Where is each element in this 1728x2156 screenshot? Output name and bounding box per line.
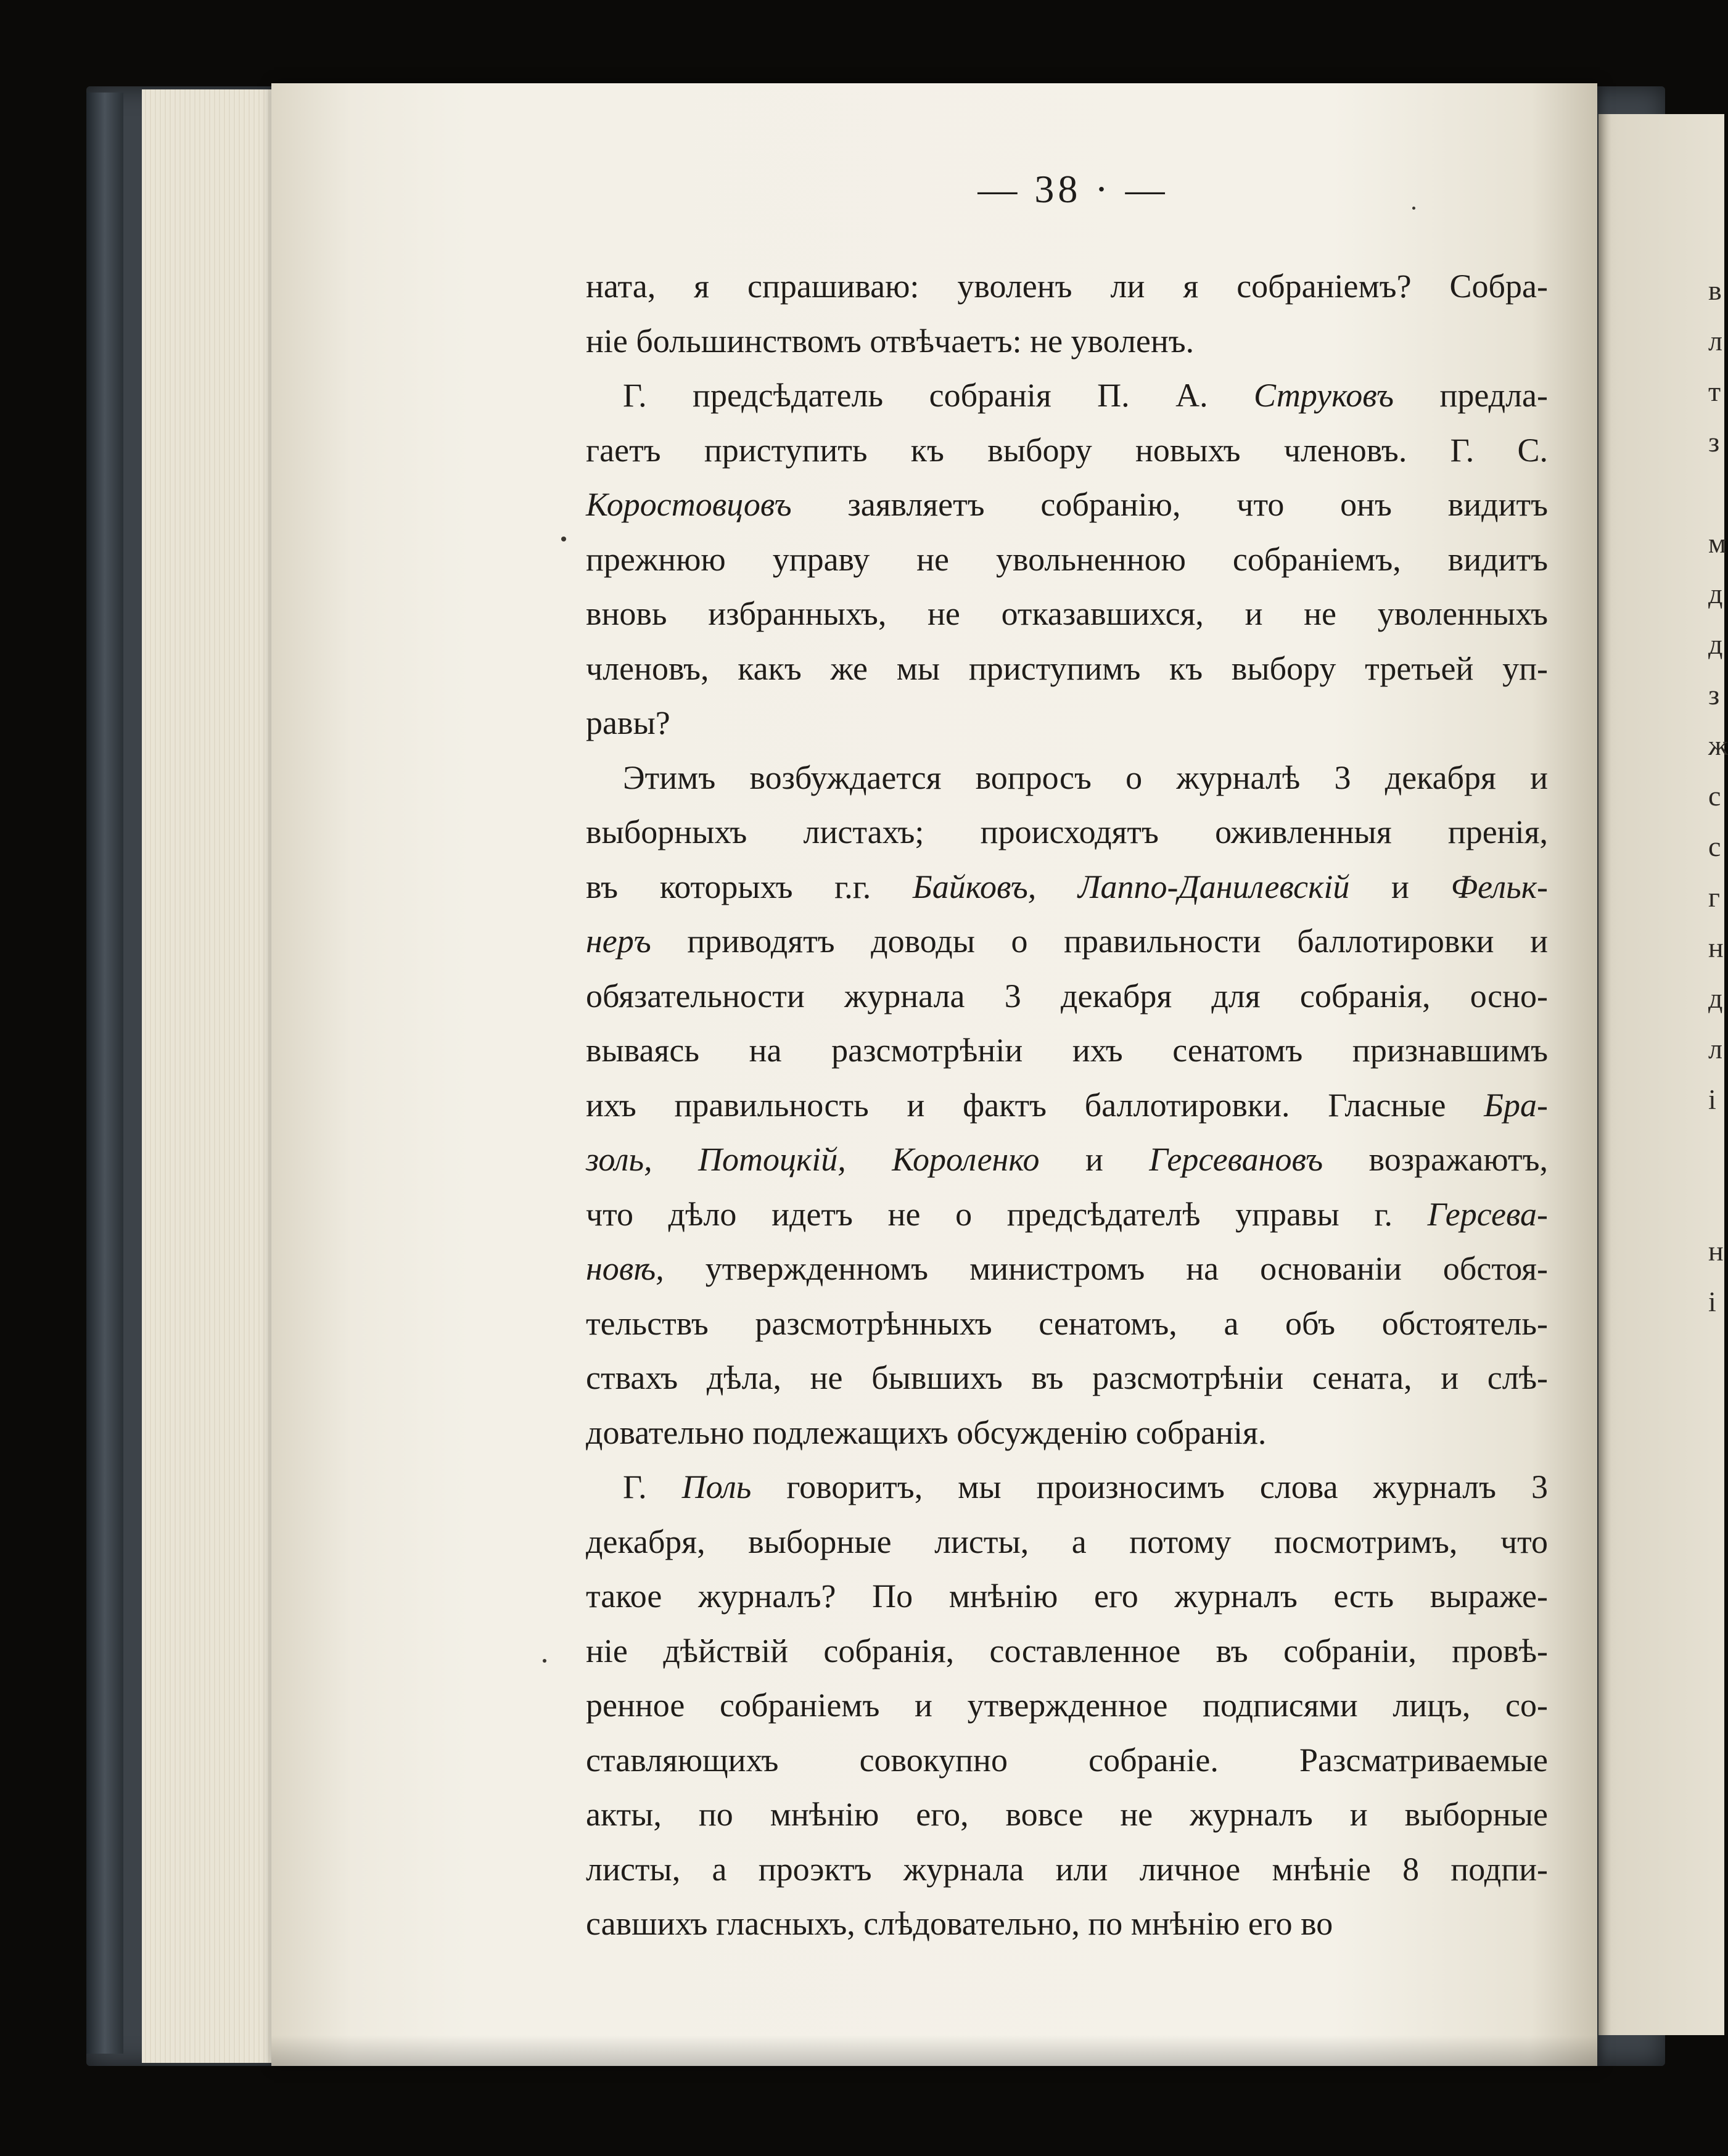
facing-page-fragment: м xyxy=(1708,527,1727,559)
text-run: говоритъ, мы произносимъ слова журналъ 3 xyxy=(751,1468,1548,1505)
text-run: и xyxy=(1349,868,1451,905)
italic-name: золь, Потоцкій, Короленко xyxy=(586,1141,1040,1178)
book-spine xyxy=(86,93,123,2054)
text-line xyxy=(586,641,1548,696)
text-line xyxy=(586,1351,1548,1405)
text-line xyxy=(586,1132,1548,1187)
italic-name: Поль xyxy=(681,1468,752,1505)
text-run: предла- xyxy=(1394,377,1549,414)
facing-page-fragment: д xyxy=(1708,982,1723,1014)
text-run: Этимъ возбуждается вопросъ о журналѣ 3 декабря и xyxy=(623,759,1548,796)
text-line xyxy=(586,805,1548,860)
text-line xyxy=(586,423,1548,478)
text-run: акты, по мнѣнію его, вовсе не журналъ и выборные xyxy=(586,1796,1548,1833)
facing-page xyxy=(1598,114,1728,2035)
italic-name: Байковъ, Лаппо-Данилевскій xyxy=(912,868,1350,905)
facing-page-fragment: д xyxy=(1708,628,1723,660)
facing-page-text-fragments xyxy=(1708,265,1728,1869)
text-line xyxy=(586,1296,1548,1351)
text-run: ніе дѣйствій собранія, составленное въ собраніи, провѣ- xyxy=(586,1632,1548,1669)
text-run: Г. xyxy=(623,1468,682,1505)
facing-page-fragment: і xyxy=(1708,1084,1716,1115)
facing-page-fragment: т xyxy=(1708,376,1721,407)
text-run: и xyxy=(1039,1141,1150,1178)
text-run: такое журналъ? По мнѣнію его журналъ есть выраже- xyxy=(586,1578,1548,1615)
text-line xyxy=(586,1896,1548,1951)
facing-page-fragment: н xyxy=(1708,932,1724,963)
facing-page-fragment: і xyxy=(1708,1286,1716,1317)
text-line xyxy=(586,532,1548,587)
page-number: — 38 · — xyxy=(977,167,1169,211)
ink-speck xyxy=(543,1659,546,1663)
text-run: вновь избранныхъ, не отказавшихся, и не уволенныхъ xyxy=(586,595,1548,632)
text-line xyxy=(586,1678,1548,1733)
italic-name: неръ xyxy=(586,923,651,960)
text-run: приводятъ доводы о правильности баллотировки и xyxy=(651,923,1548,960)
text-run: прежнюю управу не увольненною собраніемъ, видитъ xyxy=(586,540,1548,578)
text-line xyxy=(586,1187,1548,1242)
italic-name: Герсевановъ xyxy=(1149,1141,1323,1178)
text-line xyxy=(586,1023,1548,1078)
text-line xyxy=(586,1787,1548,1842)
text-run: возражаютъ, xyxy=(1323,1141,1548,1178)
text-line xyxy=(586,368,1548,423)
italic-name: новѣ, xyxy=(586,1250,664,1287)
text-line xyxy=(586,586,1548,641)
facing-page-fragment xyxy=(1708,1175,1724,1226)
facing-page-fragment xyxy=(1708,467,1724,518)
text-run: утвержденномъ министромъ на основаніи обстоя- xyxy=(664,1250,1548,1287)
facing-page-fragment: з xyxy=(1708,426,1720,458)
facing-page-fragment: з xyxy=(1708,679,1720,710)
text-line xyxy=(586,1842,1548,1897)
text-run: выборныхъ листахъ; происходятъ оживленныя пренія, xyxy=(586,813,1548,850)
text-line xyxy=(586,1241,1548,1296)
text-line xyxy=(586,1460,1548,1515)
italic-name: Струковъ xyxy=(1254,377,1394,414)
text-run: листы, а проэктъ журнала или личное мнѣніе 8 подпи- xyxy=(586,1850,1548,1888)
text-run: гаетъ приступить къ выбору новыхъ членовъ. Г. С. xyxy=(586,431,1548,469)
text-line xyxy=(586,259,1548,314)
text-line xyxy=(586,696,1548,751)
text-run: ната, я спрашиваю: уволенъ ли я собраніемъ? Собра- xyxy=(586,268,1548,305)
facing-page-fragment: с xyxy=(1708,780,1721,812)
text-run: декабря, выборные листы, а потому посмотримъ, что xyxy=(586,1523,1548,1560)
facing-page-fragment: н xyxy=(1708,1235,1724,1267)
text-line xyxy=(586,314,1548,369)
text-line xyxy=(586,914,1548,969)
ink-speck xyxy=(1412,207,1415,210)
text-run: Г. предсѣдатель собранія П. А. xyxy=(623,377,1254,414)
text-run: вываясь на разсмотрѣніи ихъ сенатомъ признавшимъ xyxy=(586,1032,1548,1069)
text-run: тельствъ разсмотрѣнныхъ сенатомъ, а объ обстоятель- xyxy=(586,1304,1548,1342)
text-run: что дѣло идетъ не о предсѣдателѣ управы г. xyxy=(586,1195,1428,1233)
italic-name: Бра- xyxy=(1484,1086,1548,1124)
facing-page-fragment: л xyxy=(1708,1033,1722,1064)
text-line xyxy=(586,1078,1548,1133)
text-run: ставляющихъ совокупно собраніе. Разсматриваемые xyxy=(586,1741,1548,1779)
text-run: ренное собраніемъ и утвержденное подписями лицъ, со- xyxy=(586,1687,1548,1724)
ink-speck xyxy=(561,537,566,541)
text-run: обязательности журнала 3 декабря для собранія, осно- xyxy=(586,977,1548,1014)
text-run: заявляетъ собранію, что онъ видитъ xyxy=(791,486,1548,523)
text-run: въ которыхъ г.г. xyxy=(586,868,913,905)
text-run: ихъ правильность и фактъ баллотировки. Гласные xyxy=(586,1086,1484,1124)
facing-page-fragment: г xyxy=(1708,881,1720,913)
page-bottom-shadow xyxy=(271,2035,1597,2066)
page-body-text xyxy=(586,259,1548,1951)
text-line xyxy=(586,1405,1548,1460)
text-run: ствахъ дѣла, не бывшихъ въ разсмотрѣніи сената, и слѣ- xyxy=(586,1359,1548,1396)
text-line xyxy=(586,1515,1548,1570)
text-line xyxy=(586,1733,1548,1788)
text-run: членовъ, какъ же мы приступимъ къ выбору третьей уп- xyxy=(586,649,1548,687)
text-line xyxy=(586,860,1548,915)
italic-name: Коростовцовъ xyxy=(586,486,792,523)
facing-page-fragment: в xyxy=(1708,274,1722,306)
text-run: ніе большинствомъ отвѣчаетъ: не уволенъ. xyxy=(586,322,1195,360)
italic-name: Фельк- xyxy=(1450,868,1548,905)
text-line xyxy=(586,1624,1548,1679)
italic-name: Герсева- xyxy=(1427,1195,1548,1233)
facing-page-fragment xyxy=(1708,1125,1724,1175)
text-run: довательно подлежащихъ обсужденію собранія. xyxy=(586,1413,1267,1451)
facing-page-fragment: д xyxy=(1708,578,1723,609)
facing-page-fragment: с xyxy=(1708,831,1721,862)
text-run: равы? xyxy=(586,704,670,741)
facing-page-fragment: л xyxy=(1708,325,1722,356)
text-line xyxy=(586,477,1548,532)
text-run: савшихъ гласныхъ, слѣдовательно, по мнѣнію его во xyxy=(586,1905,1333,1942)
facing-page-fragment: ж xyxy=(1708,730,1728,761)
text-line xyxy=(586,751,1548,805)
text-line xyxy=(586,1569,1548,1624)
text-line xyxy=(586,969,1548,1024)
